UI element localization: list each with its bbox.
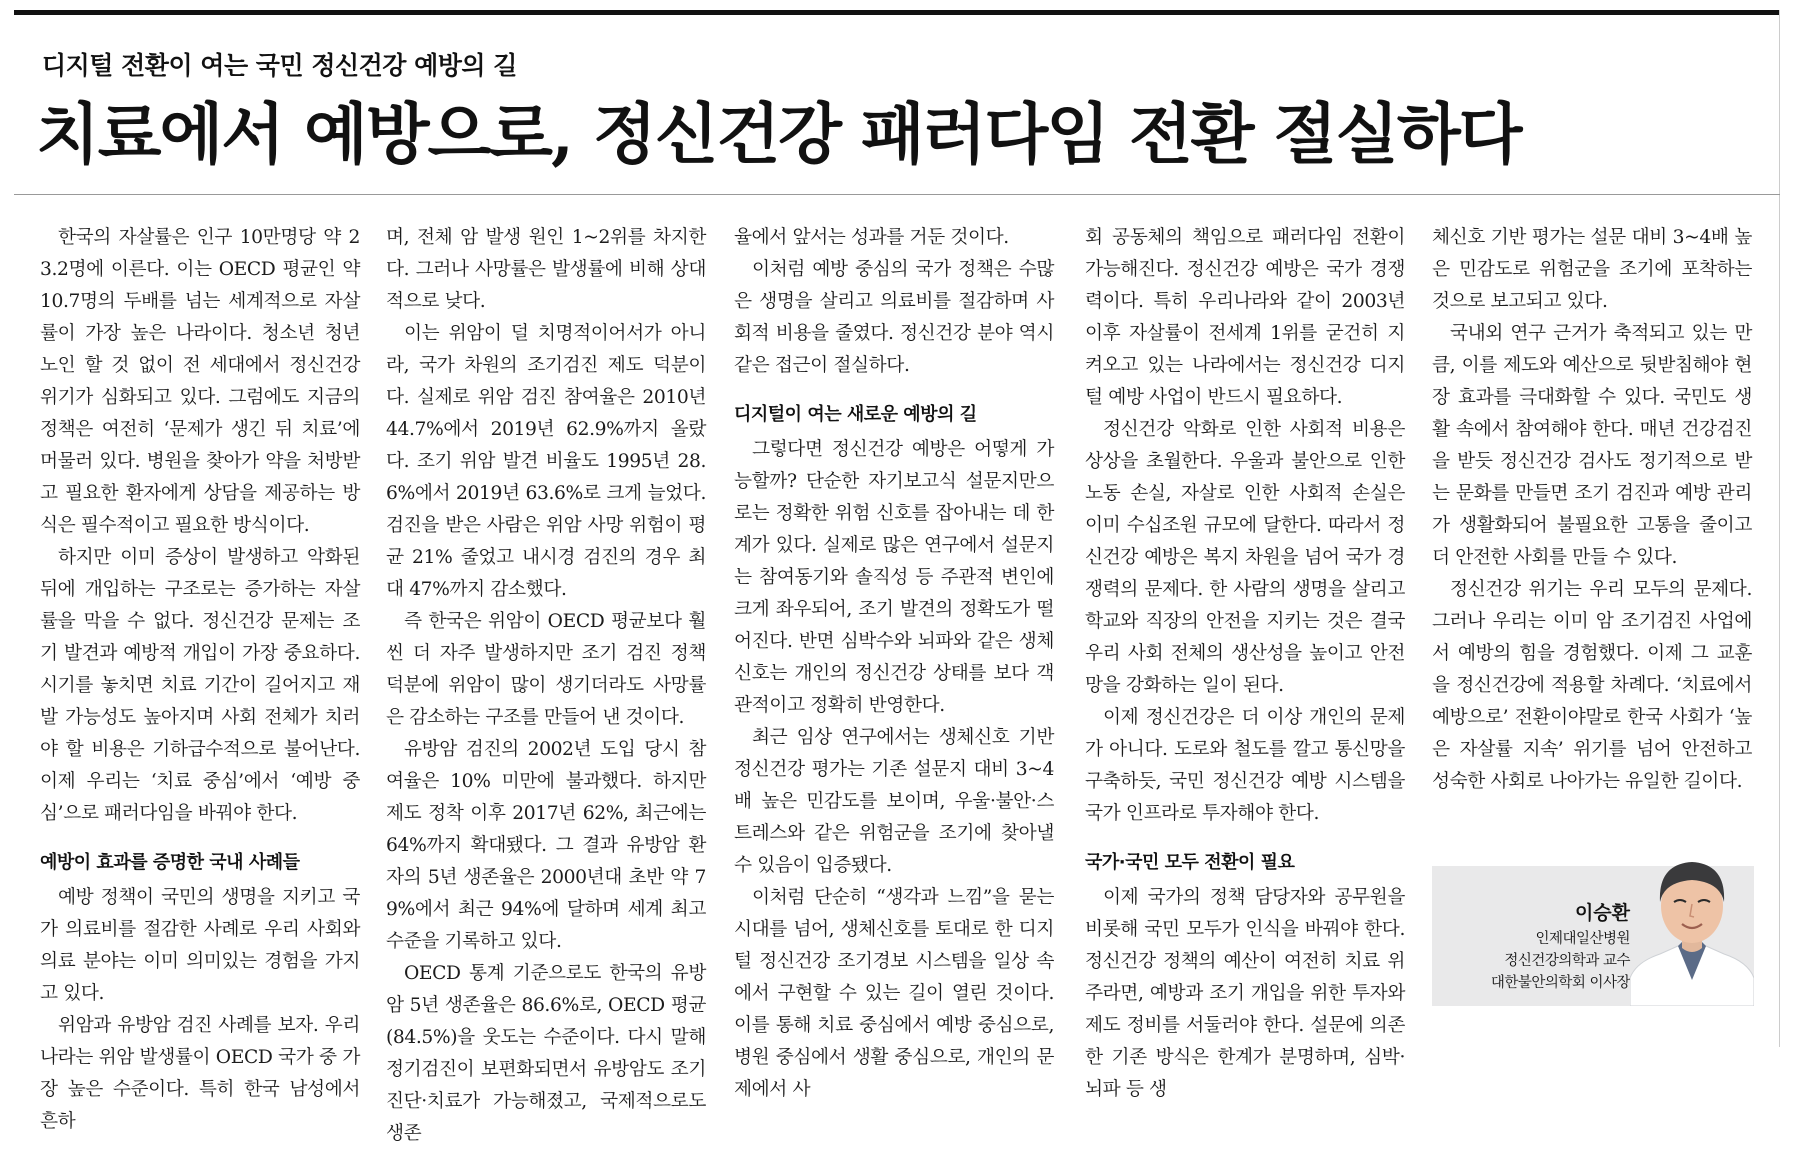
paragraph: 최근 임상 연구에서는 생체신호 기반 정신건강 평가는 기존 설문지 대비 3~4배 높은 민감도를 보이며, 우울·불안·스트레스와 같은 위험군을 조기에 찾아낼 수 있음이 입증됐다. — [734, 727, 1054, 876]
paragraph: 이는 위암이 덜 치명적이어서가 아니라, 국가 차원의 조기검진 제도 덕분이다. 실제로 위암 검진 참여율은 2010년 44.7%에서 2019년 62.9%까지 올랐다. 조기 위암 발견 비율도 1995년 28.6%에서 2019년 63.6%로 크게 늘었다. 검진을 받은 사람은 위암 사망 위험이 평균 21% 줄었고 내시경 검진의 경우 최대 47%까지 감소했다. — [386, 323, 706, 600]
section-heading: 디지털이 여는 새로운 예방의 길 — [734, 404, 977, 425]
paragraph: 예방 정책이 국민의 생명을 지키고 국가 의료비를 절감한 사례로 우리 사회와 의료 분야는 이미 의미있는 경험을 가지고 있다. — [40, 887, 360, 1004]
paragraph: 한국의 자살률은 인구 10만명당 약 23.2명에 이른다. 이는 OECD 평균인 약 10.7명의 두배를 넘는 세계적으로 자살률이 가장 높은 나라이다. 청소년 청년 노인 할 것 없이 전 세대에서 정신건강 위기가 심화되고 있다. 그럼에도 지금의 정책은 여전히 ‘문제가 생긴 뒤 치료’에 머물러 있다. 병원을 찾아가 약을 처방받고 필요한 환자에게 상담을 제공하는 방식은 필수적이고 필요한 방식이다. — [40, 227, 360, 536]
paragraph: 체신호 기반 평가는 설문 대비 3~4배 높은 민감도로 위험군을 조기에 포착하는 것으로 보고되고 있다. — [1432, 227, 1752, 312]
author-photo-icon — [1630, 840, 1754, 1006]
paragraph: 회 공동체의 책임으로 패러다임 전환이 가능해진다. 정신건강 예방은 국가 경쟁력이다. 특히 우리나라와 같이 2003년 이후 자살률이 전세계 1위를 굳건히 지켜오고 있는 나라에서는 정신건강 디지털 예방 사업이 반드시 필요하다. — [1085, 227, 1405, 408]
paragraph: 정신건강 악화로 인한 사회적 비용은 상상을 초월한다. 우울과 불안으로 인한 노동 손실, 자살로 인한 사회적 손실은 이미 수십조원 규모에 달한다. 따라서 정신건강 예방은 복지 차원을 넘어 국가 경쟁력의 문제다. 한 사람의 생명을 살리고 학교와 직장의 안전을 지키는 것은 결국 우리 사회 전체의 생산성을 높이고 안전망을 강화하는 일이 된다. — [1085, 419, 1405, 696]
article-column-3 — [734, 222, 1054, 1106]
top-rule — [14, 10, 1780, 15]
paragraph: 위암과 유방암 검진 사례를 보자. 우리나라는 위암 발생률이 OECD 국가 중 가장 높은 수준이다. 특히 한국 남성에서 흔하 — [40, 1015, 360, 1132]
headline: 치료에서 예방으로, 정신건강 패러다임 전환 절실하다 — [36, 95, 1521, 173]
paragraph: OECD 통계 기준으로도 한국의 유방암 5년 생존율은 86.6%로, OECD 평균(84.5%)을 웃도는 수준이다. 다시 말해 정기검진이 보편화되면서 유방암도 조기 진단·치료가 가능해졌고, 국제적으로도 생존 — [386, 963, 706, 1144]
kicker: 디지털 전환이 여는 국민 정신건강 예방의 길 — [42, 51, 517, 80]
paragraph: 정신건강 위기는 우리 모두의 문제다. 그러나 우리는 이미 암 조기검진 사업에서 예방의 힘을 경험했다. 이제 그 교훈을 정신건강에 적용할 차례다. ‘치료에서 예방으로’ 전환이야말로 한국 사회가 ‘높은 자살률 지속’ 위기를 넘어 안전하고 성숙한 사회로 나아가는 유일한 길이다. — [1432, 579, 1752, 792]
paragraph: 국내외 연구 근거가 축적되고 있는 만큼, 이를 제도와 예산으로 뒷받침해야 현장 효과를 극대화할 수 있다. 국민도 생활 속에서 참여해야 한다. 매년 건강검진을 받듯 정신건강 검사도 정기적으로 받는 문화를 만들면 조기 검진과 예방 관리가 생활화되어 불필요한 고통을 줄이고 더 안전한 사회를 만들 수 있다. — [1432, 323, 1752, 568]
author-name: 이승환 — [1574, 902, 1630, 924]
article-column-5 — [1432, 222, 1752, 798]
paragraph: 이처럼 단순히 “생각과 느낌”을 묻는 시대를 넘어, 생체신호를 토대로 한 디지털 정신건강 조기경보 시스템을 일상 속에서 구현할 수 있는 길이 열린 것이다. 이를 통해 치료 중심에서 예방 중심으로, 병원 중심에서 생활 중심으로, 개인의 문제에서 사 — [734, 887, 1054, 1100]
paragraph: 이제 국가의 정책 담당자와 공무원을 비롯해 국민 모두가 인식을 바꿔야 한다. 정신건강 정책의 예산이 여전히 치료 위주라면, 예방과 조기 개입을 위한 투자와 제도 정비를 서둘러야 한다. 설문에 의존한 기존 방식은 한계가 분명하며, 심박·뇌파 등 생 — [1085, 887, 1405, 1100]
paragraph: 그렇다면 정신건강 예방은 어떻게 가능할까? 단순한 자기보고식 설문지만으로는 정확한 위험 신호를 잡아내는 데 한계가 있다. 실제로 많은 연구에서 설문지는 참여동기와 솔직성 등 주관적 변인에 크게 좌우되어, 조기 발견의 정확도가 떨어진다. 반면 심박수와 뇌파와 같은 생체신호는 개인의 정신건강 상태를 보다 객관적이고 정확히 반영한다. — [734, 439, 1054, 716]
author-info — [1450, 900, 1630, 994]
paragraph: 며, 전체 암 발생 원인 1~2위를 차지한다. 그러나 사망률은 발생률에 비해 상대적으로 낮다. — [386, 227, 706, 312]
author-affiliation-2: 정신건강의학과 교수 — [1504, 953, 1630, 969]
author-affiliation-3: 대한불안의학회 이사장 — [1490, 975, 1630, 991]
article-column-1 — [40, 222, 360, 1138]
paragraph: 이처럼 예방 중심의 국가 정책은 수많은 생명을 살리고 의료비를 절감하며 사회적 비용을 줄였다. 정신건강 분야 역시 같은 접근이 절실하다. — [734, 259, 1054, 376]
paragraph: 이제 정신건강은 더 이상 개인의 문제가 아니다. 도로와 철도를 깔고 통신망을 구축하듯, 국민 정신건강 예방 시스템을 국가 인프라로 투자해야 한다. — [1085, 707, 1405, 824]
paragraph: 하지만 이미 증상이 발생하고 악화된 뒤에 개입하는 구조로는 증가하는 자살률을 막을 수 없다. 정신건강 문제는 조기 발견과 예방적 개입이 가장 중요하다. 시기를 놓치면 치료 기간이 길어지고 재발 가능성도 높아지며 사회 전체가 치러야 할 비용은 기하급수적으로 불어난다. 이제 우리는 ‘치료 중심’에서 ‘예방 중심’으로 패러다임을 바꿔야 한다. — [40, 547, 360, 824]
author-affiliation-1: 인제대일산병원 — [1535, 931, 1630, 947]
article-column-4 — [1085, 222, 1405, 1106]
section-heading: 예방이 효과를 증명한 국내 사례들 — [40, 852, 300, 873]
section-heading: 국가·국민 모두 전환이 필요 — [1085, 852, 1295, 873]
paragraph: 율에서 앞서는 성과를 거둔 것이다. — [734, 227, 1009, 248]
paragraph: 유방암 검진의 2002년 도입 당시 참여율은 10% 미만에 불과했다. 하지만 제도 정착 이후 2017년 62%, 최근에는 64%까지 확대됐다. 그 결과 유방암 환자의 5년 생존율은 2000년대 초반 약 79%에서 최근 94%에 달하며 세계 최고 수준을 기록하고 있다. — [386, 739, 706, 952]
right-border — [1779, 10, 1780, 1047]
paragraph: 즉 한국은 위암이 OECD 평균보다 훨씬 더 자주 발생하지만 조기 검진 정책 덕분에 위암이 많이 생기더라도 사망률은 감소하는 구조를 만들어 낸 것이다. — [386, 611, 706, 728]
headline-rule — [14, 194, 1780, 195]
article-column-2 — [386, 222, 706, 1150]
